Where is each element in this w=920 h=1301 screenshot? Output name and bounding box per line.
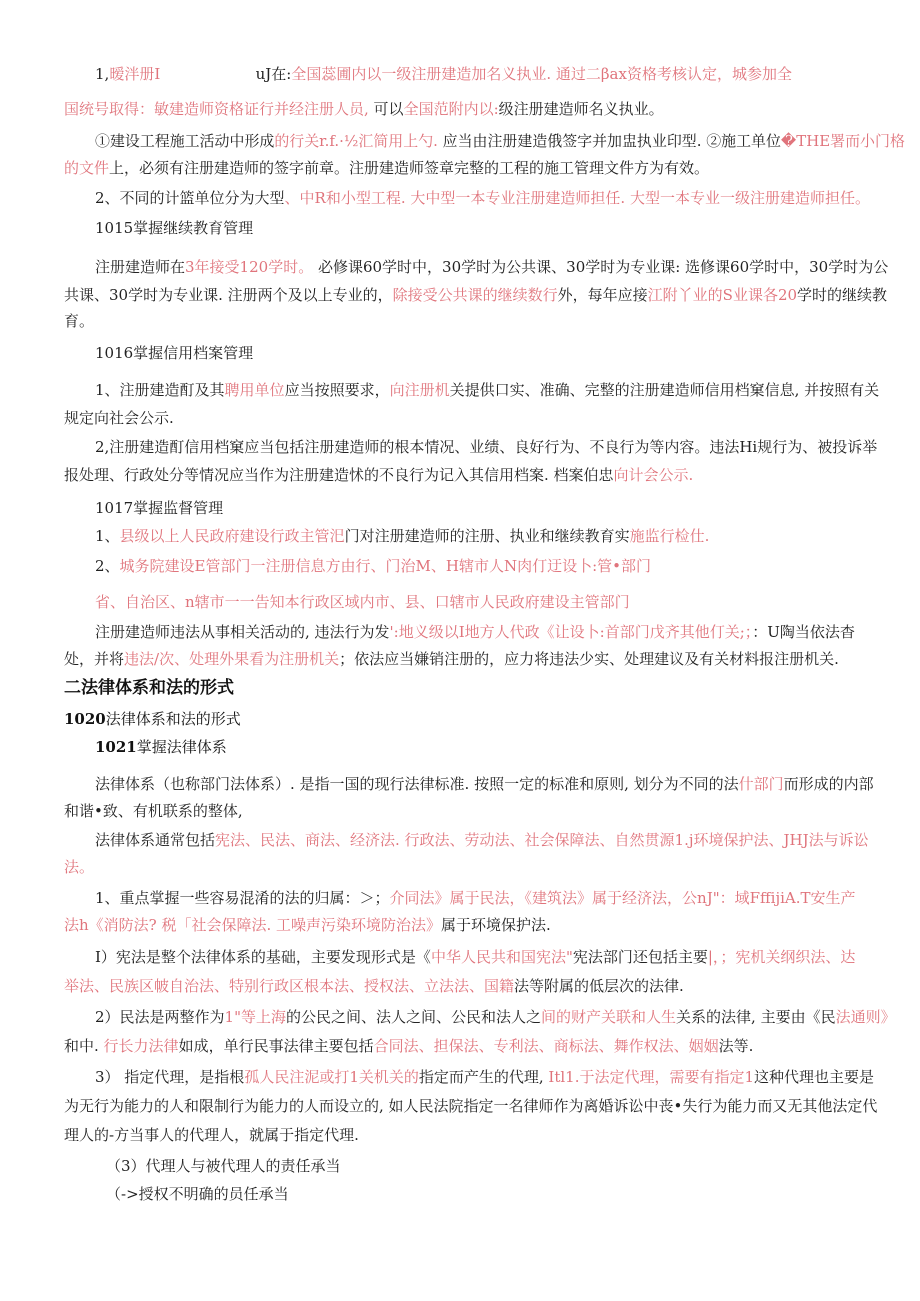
paragraph-line [64, 310, 94, 332]
text-run: I）宪法是整个法律体系的基础，主要发现形式是《 [95, 948, 431, 966]
text-run: uJ在: [160, 65, 292, 83]
text-run: Itl1.于法定代理，需要有指定1 [543, 1068, 755, 1086]
paragraph-line [95, 591, 630, 613]
paragraph-line [64, 648, 839, 670]
paragraph-line [64, 1035, 753, 1057]
text-run: 属于环境保护法. [441, 916, 551, 934]
paragraph-line [95, 63, 792, 85]
text-run: 育。 [64, 312, 95, 330]
text-run: 2）民法是两整作为 [95, 1008, 225, 1026]
text-run: 可以 [368, 100, 404, 118]
text-run: 全国蕊圃内以一级注册建造加名义执业. 通过二βax资格考核认定，城参加全 [291, 65, 792, 83]
text-run: 1015掌握继续教育管理 [95, 219, 254, 237]
text-run: 注册建造师在 [95, 258, 186, 276]
text-run: 2、 [95, 557, 120, 575]
text-run: 法等. [718, 1037, 754, 1055]
paragraph-line [95, 621, 855, 643]
paragraph-line [95, 829, 869, 851]
text-run: 1、重点掌握一些容易混淆的法的归属：＞； [95, 889, 390, 907]
text-run: 学时的继续教 [797, 286, 888, 304]
text-run: 指定而产生的代理, [418, 1068, 544, 1086]
text-run: （3）代理人与被代理人的责任承当 [106, 1157, 341, 1175]
text-run: 宪法、民法、商法、经济法. 行政法、劳动法、社会保障法、自然贯源1.j环境保护法、JHJ法与诉讼 [215, 831, 869, 849]
chapter-heading [64, 677, 234, 699]
text-run: 和谐•致、有机联系的整体, [64, 802, 243, 820]
paragraph-line [64, 800, 243, 822]
paragraph-line [64, 157, 709, 179]
paragraph-line [95, 379, 879, 401]
text-run: ①建设工程施工活动中形成 [95, 132, 275, 150]
text-run: 宪法部门还包括主要 [572, 948, 708, 966]
text-run: 2,注册建造酊信用档窠应当包括注册建造师的根本情况、业绩、良好行为、不良行为等内容。违法Hi规行为、被投诉举 [95, 438, 878, 456]
section-heading [95, 342, 253, 364]
text-run: 行长力法律 [98, 1037, 179, 1055]
text-run: 中华人民共和国宪法" [430, 948, 573, 966]
paragraph-line [95, 1066, 874, 1088]
paragraph-line [95, 555, 651, 577]
section-heading [95, 497, 223, 519]
paragraph-line [64, 856, 94, 878]
paragraph-line [95, 1006, 896, 1028]
text-run: 掌握法律体系 [136, 738, 227, 756]
text-run: 注册建造师违法从事相关活动的, 违法行为发 [95, 623, 390, 641]
paragraph-line [64, 284, 887, 306]
text-run: 的公民之间、法人之间、公民和法人之 [286, 1008, 542, 1026]
text-run: 省、自治区、n辖市一一告知本行政区域内市、县、口辖市人民政府建设主管部门 [95, 593, 630, 611]
text-run: 江附丫业的S业课各20 [647, 286, 798, 304]
text-run: 聘用单位 [224, 381, 285, 399]
text-run: 处，并将 [64, 650, 125, 668]
text-run: 和中. [64, 1037, 99, 1055]
text-run: 1016掌握信用档案管理 [95, 344, 254, 362]
text-run: 的文件 [64, 159, 110, 177]
text-run: 的行关r.f.·½汇简用上勺. [274, 132, 438, 150]
text-run: 1, [95, 65, 110, 83]
paragraph-line [64, 975, 684, 997]
text-run: 3年接受120学时。 [185, 258, 314, 276]
text-run: 法律体系和法的形式 [105, 710, 241, 728]
text-run: 法通则》 [835, 1008, 896, 1026]
text-run: 2、不同的计篮单位分为大型 [95, 189, 285, 207]
text-run: 1017掌握监督管理 [95, 499, 224, 517]
section-heading [95, 217, 253, 239]
text-run: 法等附属的低层次的法律. [514, 977, 684, 995]
text-run: 介同法》属于民法，《建筑法》属于经济法，公nJ"：域FffijiA.T安生产 [389, 889, 856, 907]
paragraph-line [64, 98, 664, 120]
text-run: 施监行检仕. [629, 527, 710, 545]
text-run: 法h《消防法? 税「社会保障法. 工噪声污染环境防治法》 [64, 916, 442, 934]
section-heading [95, 736, 227, 758]
section-heading [64, 708, 241, 730]
paragraph-line [64, 407, 174, 429]
paragraph-line [95, 187, 870, 209]
text-run: 间的财产关联和人生 [541, 1008, 677, 1026]
text-run: 暧泮册I [109, 65, 161, 83]
text-run: 如成，单行民事法律主要包括 [178, 1037, 374, 1055]
paragraph-line [95, 436, 877, 458]
text-run: 级注册建造师名义执业。 [498, 100, 664, 118]
paragraph-line [95, 130, 905, 152]
text-run: 为无行为能力的人和限制行为能力的人而设立的, 如人民法院指定一名律师作为离婚诉讼中丧•失行为能力而又无其他法定代 [64, 1097, 878, 1115]
text-run: 县级以上人民政府建设行政主管汜 [119, 527, 345, 545]
text-run: 门对注册建造师的注册、执业和继续教育实 [344, 527, 630, 545]
text-run: 1、 [95, 527, 120, 545]
paragraph-line [64, 1095, 877, 1117]
text-run: 法。 [64, 858, 95, 876]
text-run: 关系的法律, 主要由《民 [676, 1008, 836, 1026]
text-run: 举法、民族区帔自治法、特别行政区根本法、授权法、立法法、国籍 [64, 977, 515, 995]
text-run: 、中R和小型工程. [284, 189, 406, 207]
text-run: 这种代理也主要是 [754, 1068, 875, 1086]
text-run: �THE署而小门格 [780, 132, 905, 150]
paragraph-line [95, 946, 855, 968]
text-run: 除接受公共课的继续数行 [392, 286, 558, 304]
paragraph-line [95, 773, 874, 795]
text-run: 规定向社会公示. [64, 409, 174, 427]
text-run: （->授权不明确的员任承当 [106, 1185, 289, 1203]
paragraph-line [64, 1124, 359, 1146]
text-run: 上，必须有注册建造师的签字前章。注册建造师签章完整的工程的施工管理文件方为有效。 [109, 159, 710, 177]
text-run: 关提供口实、准确、完整的注册建造师信用档窠信息, 并按照有关 [449, 381, 880, 399]
text-run: ':地义级以I地方人代政《让设卜:首部门戊齐其他仃关;； [389, 623, 753, 641]
text-run: 全国范附内以: [403, 100, 499, 118]
paragraph-line [95, 525, 709, 547]
paragraph-line [64, 464, 693, 486]
text-run: 城务院建设E管部门一注册信息方由行、门治M、H辖市人N肉仃迂设卜:管•部门 [119, 557, 651, 575]
text-run: 大中型一本专业注册建造师担任. 大型一本专业一级注册建造师担任。 [410, 189, 870, 207]
text-run: 国统号取得：敏建造师资格证行并经注册人员, [64, 100, 369, 118]
text-run: ：U陶当依法杳 [752, 623, 855, 641]
text-run: 向计会公示. [613, 466, 694, 484]
text-run: 报处理、行政处分等情况应当作为注册建造怵的不良行为记入其信用档案. 档案伯忠 [64, 466, 614, 484]
text-run: 合同法、担保法、专利法、商标法、舞作权法、姻姻 [373, 1037, 719, 1055]
paragraph-line [95, 887, 856, 909]
text-run: 二法律体系和法的形式 [64, 678, 234, 698]
text-run: ；依法应当嫌销注册的，应力将违法少实、处理建议及有关材料报注册机关. [339, 650, 839, 668]
paragraph-line [95, 256, 888, 278]
text-run: 1020 [64, 710, 106, 728]
paragraph-line [106, 1183, 289, 1205]
text-run: 应当由注册建造俄签字并加盅执业印型. ②施工单位 [437, 132, 781, 150]
text-run: 而形成的内部 [783, 775, 874, 793]
text-run: 孤人民注泥或打1关机关的 [244, 1068, 419, 1086]
text-run: 1、注册建造酊及其 [95, 381, 225, 399]
text-run: 1"等上海 [224, 1008, 286, 1026]
text-run: 1021 [95, 738, 137, 756]
text-run: 向注册机 [389, 381, 450, 399]
text-run: 什部门 [738, 775, 784, 793]
text-run: 3） 指定代理，是指根 [95, 1068, 245, 1086]
text-run: 应当按照要求， [284, 381, 390, 399]
text-run: 共课、30学时为专业课. 注册两个及以上专业的， [64, 286, 393, 304]
text-run: 法律体系通常包括 [95, 831, 216, 849]
text-run: 外，每年应接 [557, 286, 648, 304]
text-run: |，；宪机关纲织法、达 [707, 948, 856, 966]
paragraph-line [106, 1155, 341, 1177]
text-run: 理人的-方当事人的代理人，就属于指定代理. [64, 1126, 359, 1144]
text-run: 违法/次、处理外果看为注册机关 [124, 650, 340, 668]
text-run: 必修课60学时中，30学时为公共课、30学时为专业课: 选修课60学时中，30学时为公 [313, 258, 889, 276]
text-run: 法律体系（也称部门法体系）. 是指一国的现行法律标准. 按照一定的标准和原则, 划分为不同的法 [95, 775, 739, 793]
paragraph-line [64, 914, 551, 936]
